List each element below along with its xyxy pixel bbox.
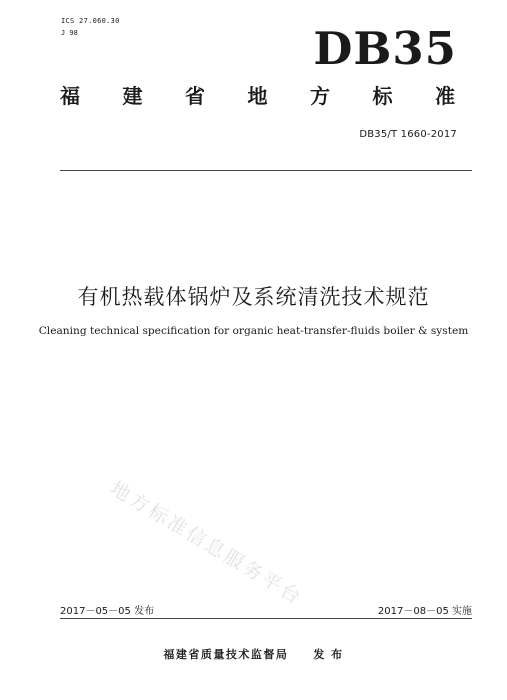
standard-type-char: 准 (435, 84, 455, 108)
watermark: 地方标准信息服务平台 (106, 477, 307, 610)
publisher: 福建省质量技术监督局 发 布 (163, 648, 344, 661)
bottom-divider (60, 618, 472, 619)
document-title-en: Cleaning technical specification for organic heat-transfer-fluids boiler & system (38, 325, 469, 337)
ics-code: ICS 27.060.30 (61, 17, 120, 25)
standard-type-char: 方 (310, 84, 330, 108)
top-divider (60, 170, 472, 171)
standard-type-char: 建 (122, 84, 143, 108)
ccs-code: J 98 (61, 29, 78, 37)
standard-type-char: 福 (60, 84, 80, 108)
standard-type-char: 标 (372, 84, 393, 108)
implementation-date: 2017－08－05 实施 (377, 606, 472, 617)
standard-type-char: 地 (247, 84, 268, 108)
standard-number: DB35/T 1660-2017 (359, 129, 457, 140)
issue-date: 2017－05－05 发布 (60, 606, 155, 617)
standard-type-heading (60, 86, 455, 106)
standard-type-char: 省 (185, 84, 205, 108)
db-standard-mark: DB35 (313, 22, 457, 75)
document-title-cn: 有机热载体锅炉及系统清洗技术规范 (77, 285, 430, 309)
